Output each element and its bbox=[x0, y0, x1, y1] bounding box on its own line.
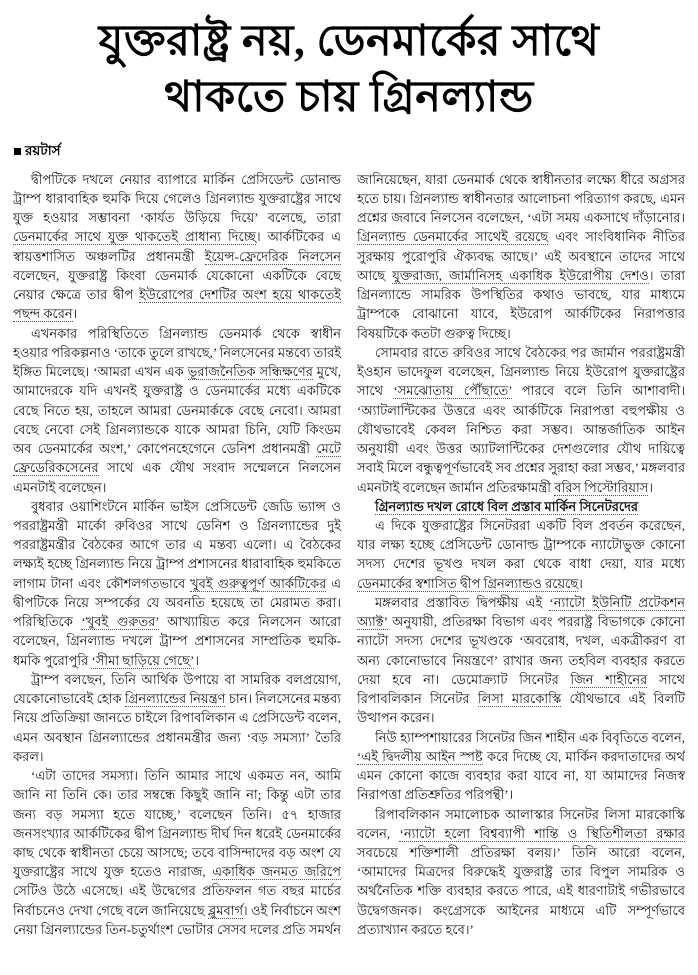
byline bbox=[14, 140, 685, 163]
article-paragraph: এখনকার পরিস্থিতিতে গ্রিনল্যান্ড ডেনমার্ক থেকে স্বাধীন হওয়ার পরিকল্পনাও ‘তাকে তুলে রাখছে,’ নিলসেনের মন্তব্যে তারই ইঙ্গিত মিলেছে। ‘আমরা এখন এক ভূরাজনৈতিক সন্ধিক্ষণের মুখে, আমাদেরকে যদি এখনই যুক্তরাষ্ট্র ও ডেনমার্কের মধ্যে একটিকে বেছে নিতে হয়, তাহলে আমরা ডেনমার্ককে বেছে নেবো। আমরা বেছে নেবো সেই গ্রিনল্যান্ডকে যাকে আমরা চিনি, যেটি কিংডম অব ডেনমার্কের অংশ,’ কোপেনহেগেনে ডেনিশ প্রধানমন্ত্রী মেটে ফ্রেডেরিকসেনের সাথে এক যৌথ সংবাদ সম্মেলনে নিলসেন এমনটাই বলেছেন। bbox=[13, 325, 342, 495]
article-paragraph: এ দিকে যুক্তরাষ্ট্রের সিনেটররা একটি বিল প্রবর্তন করেছেন, যার লক্ষ্য হচ্ছে প্রেসিডেন্ট ডোনাল্ড ট্রাম্পকে ন্যাটোভুক্ত কোনো সদস্য দেশের ভূখণ্ড দখল করা থেকে বাধা দেয়া, যার মধ্যে ডেনমার্কের স্বশাসিত দ্বীপ গ্রিনল্যান্ডও রয়েছে। bbox=[357, 518, 685, 591]
keyword-link[interactable]: ইউরোপের দেশটির অংশ হয়ে থাকতেই পছন্দ করেন bbox=[13, 287, 341, 322]
article-paragraph: সোমবার রাতে রুবিওর সাথে বৈঠকের পর জার্মান পররাষ্ট্রমন্ত্রী ইওহান ভাদেফুল বলেছেন, গ্রিনল্যান্ড নিয়ে ইউরোপ যুক্তরাষ্ট্রের সাথে ‘সমঝোতায় পৌঁছাতে’ পারবে বলে তিনি আশাবাদী। ‘অ্যাটলান্টিকের উত্তরে এবং আর্কটিকে নিরাপত্তা বহুপক্ষীয় ও যৌথভাবেই কেবল নিশ্চিত করা সম্ভব। আন্তর্জাতিক আইন অনুযায়ী এবং উত্তর অ্যাটলান্টিকের দেশগুলোর যৌথ দায়িত্বে সবাই মিলে বন্ধুত্বপূর্ণভাবেই সব প্রশ্নের সুরাহা করা সম্ভব,’ মঙ্গলবার এমনটাই বলেছেন জার্মান প্রতিরক্ষামন্ত্রী বরিস পিস্টোরিয়াস। bbox=[357, 344, 685, 495]
article-paragraph: বুধবার ওয়াশিংটনে মার্কিন ভাইস প্রেসিডেন্ট জেডি ভ্যান্স ও পররাষ্ট্রমন্ত্রী মার্কো রুবিওর সাথে ডেনিশ ও গ্রিনল্যান্ডের দুই পররাষ্ট্রমন্ত্রীর বৈঠকের আগে তার এ মন্তব্য এলো। এ বৈঠকের লক্ষ্যই হচ্ছে গ্রিনল্যান্ড নিয়ে ট্রাম্প প্রশাসনের ধারাবাহিক হুমকিতে লাগাম টানা এবং কৌশলগতভাবে খুবই গুরুত্বপূর্ণ আর্কটিকের এ দ্বীপটিকে নিয়ে সম্পর্কের যে অবনতি হয়েছে তা মেরামত করা। পরিস্থিতিকে ‘খুবই গুরুতর’ আখ্যায়িত করে নিলসেন আরো বলেছেন, গ্রিনল্যান্ড দখলে ট্রাম্প প্রশাসনের সাম্প্রতিক হুমকি-ধমকি পুরোপুরি ‘সীমা ছাড়িয়ে গেছে’। bbox=[13, 498, 341, 668]
keyword-link[interactable]: ডেনমার্কের সাথে যুক্ত থাকতেই প্রাধান্য দিচ্ছে bbox=[13, 229, 257, 245]
article-paragraph: মঙ্গলবার প্রস্তাবিত দ্বিপক্ষীয় এই ‘ন্যাটো ইউনিটি প্রটেকশন অ্যাক্ট’ অনুযায়ী, প্রতিরক্ষা বিভাগ এবং পররাষ্ট্র বিভাগকে কোনো ন্যাটো সদস্য দেশের ভূখণ্ডকে ‘অবরোধ, দখল, একত্রীকরণ বা অন্য কোনোভাবে নিয়ন্ত্রণে’ রাখার জন্য তহবিল ব্যবহার করতে দেয়া হবে না। ডেমোক্র্যাট সিনেটর জিন শাহীনের সাথে রিপাবলিকান সিনেটর লিসা মারকোস্কি যৌথভাবে এই বিলটি উত্থাপন করেন। bbox=[357, 594, 685, 726]
keyword-link[interactable]: যুক্তরাজ্য, জার্মানিসহ একাধিক ইউরোপীয় দেশও bbox=[392, 267, 649, 283]
article-paragraph: ‘এটা তাদের সমস্যা। তিনি আমার সাথে একমত নন, আমি জানি না তিনি কে। তার সম্বন্ধে কিছুই জানি না; কিন্তু এটা তার জন্য বড় সমস্যা হতে যাচ্ছে,’ বলেছেন তিনি। ৫৭ হাজার জনসংখ্যার আর্কটিকের দ্বীপ গ্রিনল্যান্ড দীর্ঘ দিন ধরেই ডেনমার্কের কাছ থেকে স্বাধীনতা চেয়ে আসছে; তবে বাসিন্দাদের বড় অংশ যে যুক্তরাষ্ট্রের সাথে যুক্ত হতেও নারাজ, একাধিক জনমত জরিপে সেটিও উঠে এসেছে। এই উদ্বেগের প্রতিফলন গত বছর মার্চের নির্বাচনেও দেখা গেছে বলে জানিয়েছে ব্লুমবার্গ। ওই নির্বাচনে অংশ নেয়া গ্রিনল্যান্ডের তিন-চতুর্থাংশ ভোটার সেসব দলের প্রতি সমর্থন জানিয়েছেন, যারা ডেনমার্ক থেকে স্বাধীনতার লক্ষ্যে ধীরে অগ্রসর হতে চায়। গ্রিনল্যান্ড স্বাধীনতার আলোচনা পরিত্যাগ করছে, এমন প্রশ্নের জবাবে নিলসেন বলেছেন, ‘এটা সময় একসাথে দাঁড়ানোর। গ্রিনল্যান্ড ডেনমার্কের সাথেই রয়েছে এবং সাংবিধানিক নীতির সুরক্ষায় পুরোপুরি ঐক্যবদ্ধ আছে।’ এই অবস্থানে তাদের সাথে আছে যুক্তরাজ্য, জার্মানিসহ একাধিক ইউরোপীয় দেশও। তারা গ্রিনল্যান্ডে সামরিক উপস্থিতির কথাও ভাবছে, যার মাধ্যমে ট্রাম্পকে বোঝানো যাবে, ইউরোপ আর্কটিকের নিরাপত্তার বিষয়টিকে কতটা গুরুত্ব দিচ্ছে। bbox=[13, 171, 685, 937]
keyword-link[interactable]: মেটে ফ্রেডেরিকসেনের bbox=[13, 441, 341, 476]
keyword-link[interactable]: ‘সমঝোতায় পৌঁছাতে’ bbox=[393, 383, 513, 399]
keyword-link[interactable]: ‘সীমা ছাড়িয়ে গেছে’ bbox=[91, 652, 195, 668]
keyword-link[interactable]: গ্রিনল্যান্ডের নিয়ন্ত্রণ bbox=[124, 691, 226, 707]
article-paragraph: দ্বীপটিকে দখলে নেয়ার ব্যাপারে মার্কিন প্রেসিডেন্ট ডোনাল্ড ট্রাম্প ধারাবাহিক হুমকি দিয়ে গেলেও গ্রিনল্যান্ড যুক্তরাষ্ট্রের সাথে যুক্ত হওয়ার সম্ভাবনা ‘কার্যত উড়িয়ে দিয়ে’ বলেছে, তারা ডেনমার্কের সাথে যুক্ত থাকতেই প্রাধান্য দিচ্ছে। আর্কটিকের এ স্বায়ত্তশাসিত অঞ্চলটির প্রধানমন্ত্রী ইয়েন্স-ফ্রেদেরিক নিলসেন বলেছেন, যুক্তরাষ্ট্র কিংবা ডেনমার্ক যেকোনো একটিকে বেছে নেয়ার ক্ষেত্রে তার দ্বীপ ইউরোপের দেশটির অংশ হয়ে থাকতেই পছন্দ করেন। bbox=[13, 171, 341, 322]
keyword-link[interactable]: ‘এই দ্বিদলীয় আইন স্পষ্ট bbox=[357, 748, 483, 764]
keyword-link[interactable]: ডেনমার্কের স্বশাসিত দ্বীপ গ্রিনল্যান্ডও রয়েছে bbox=[357, 575, 579, 591]
keyword-link[interactable]: ইয়েন্স-ফ্রেদেরিক নিলসেন bbox=[204, 248, 341, 264]
headline-line-2: থাকতে চায় গ্রিনল্যান্ড bbox=[164, 73, 534, 121]
keyword-link[interactable]: ‘খুবই গুরুতর’ bbox=[81, 614, 160, 630]
article-paragraph: নিউ হ্যাম্পশায়ারের সিনেটর জিন শাহীন এক বিবৃতিতে বলেন, ‘এই দ্বিদলীয় আইন স্পষ্ট করে দিচ্ছে যে, মার্কিন করদাতাদের অর্থ এমন কোনো কাজে ব্যবহার করা যাবে না, যা আমাদের নিজস্ব নিরাপত্তা প্রতিশ্রুতির পরিপন্থী’। bbox=[357, 729, 685, 803]
keyword-link[interactable]: গ্রিনল্যান্ড দখল রোধে বিল প্রস্তাব মার্কিন সিনেটরদের bbox=[375, 498, 639, 514]
keyword-link[interactable]: জিন শাহীনের bbox=[570, 671, 648, 687]
article-paragraph: রিপাবলিকান সমালোচক আলাস্কার সিনেটর লিসা মারকোস্কি বলেন, ‘ন্যাটো হলো বিশ্বব্যাপী শান্তি ও স্থিতিশীলতা রক্ষার সবচেয়ে শক্তিশালী প্রতিরক্ষা বলয়।’ তিনি আরো বলেন, ‘আমাদের মিত্রদের বিরুদ্ধেই যুক্তরাষ্ট্র তার বিপুল সামরিক ও অর্থনৈতিক শক্তি ব্যবহার করতে পারে, এই ধারণাটাই গভীরভাবে উদ্বেগজনক। কংগ্রেসকে আইনের মাধ্যমে এটি সম্পূর্ণভাবে প্রত্যাখ্যান করতে হবে।’ bbox=[357, 806, 685, 937]
bullet-square-icon bbox=[14, 148, 21, 155]
keyword-link[interactable]: বরিস পিস্টোরিয়াস bbox=[554, 479, 649, 495]
headline-line-1: যুক্তরাষ্ট্র নয়, ডেনমার্কের সাথে bbox=[98, 18, 600, 65]
keyword-link[interactable]: একাধিক জনমত জরিপে bbox=[212, 864, 341, 880]
article-headline bbox=[13, 14, 685, 126]
article-paragraph: ট্রাম্প বলছেন, তিনি আর্থিক উপায়ে বা সামরিক বলপ্রয়োগ, যেকোনোভাবেই হোক গ্রিনল্যান্ডের নিয়ন্ত্রণ চান। নিলসেনের মন্তব্য নিয়ে প্রতিক্রিয়া জানতে চাইলে রিপাবলিকান এ প্রেসিডেন্ট বলেন, এমন অবস্থান গ্রিনল্যান্ডের প্রধানমন্ত্রীর জন্য ‘বড় সমস্যা’ তৈরি করল। bbox=[13, 671, 341, 764]
keyword-link[interactable]: ভূরাজনৈতিক সন্ধিক্ষণের bbox=[187, 364, 313, 380]
keyword-link[interactable]: গ্রিনল্যান্ড ডেনমার্কের সাথেই রয়েছে bbox=[357, 229, 549, 245]
article-body bbox=[13, 170, 685, 948]
keyword-link[interactable]: ‘ন্যাটো ইউনিটি প্রটেকশন অ্যাক্ট’ bbox=[357, 594, 685, 630]
keyword-link[interactable]: খুবই গুরুত্বপূর্ণ আর্কটিকের bbox=[190, 575, 327, 591]
keyword-link[interactable]: লিসা মারকোস্কি bbox=[477, 691, 562, 707]
byline-source: রয়টার্স bbox=[25, 142, 61, 158]
article-subhead bbox=[357, 497, 685, 516]
keyword-link[interactable]: ব্লুমবার্গ bbox=[208, 902, 244, 918]
keyword-link[interactable]: ‘ন্যাটো হলো বিশ্বব্যাপী শান্তি ও স্থিতিশীলতা রক্ষার bbox=[399, 825, 685, 841]
